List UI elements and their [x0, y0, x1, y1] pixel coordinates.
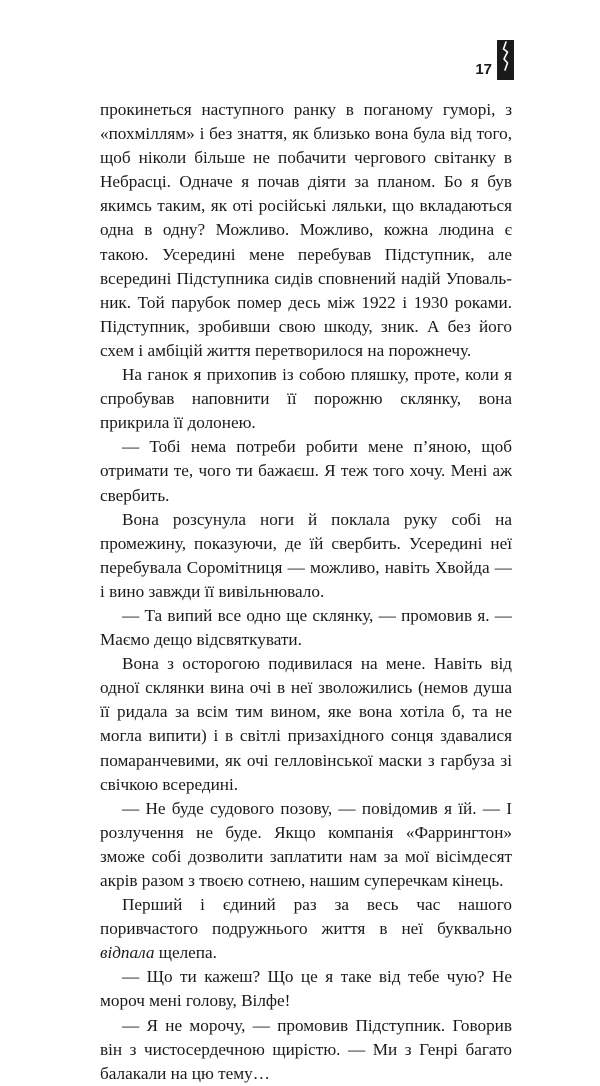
paragraph [100, 893, 512, 965]
body-text [100, 98, 512, 1086]
page-corner-tab-icon [497, 40, 514, 80]
paragraph: прокинеться наступного ранку в поганому гуморі, з «похміллям» і без знаття, як близько вона була від того, щоб ніколи більше не побачити чергового світанку в Небрасці. Одначе я почав діяти за планом. Бо я був якимсь таким, як оті російські ляльки, що вкладаються одна в одну? Можливо. Можливо, кожна людина є такою. Усередині мене перебував Підступник, але всередині Підступника сидів сповнений надій Уповальник. Той парубок помер десь між 1922 і 1930 роками. Підступник, зробивши свою шкоду, зник. А без його схем і амбіцій життя перетворилося на порожнечу. [100, 100, 512, 360]
paragraph: — Я не морочу, — промовив Підступник. Говорив він з чистосердечною щирістю. — Ми з Генрі багато балакали на цю тему… [100, 1015, 512, 1083]
paragraph: — Тобі нема потреби робити мене п’яною, щоб отримати те, чого ти бажаєш. Я теж того хочу. Мені аж свербить. [100, 437, 512, 505]
paragraph: — Що ти кажеш? Що це я таке від тебе чую? Не мороч мені голову, Вілфе! [100, 967, 512, 1011]
paragraph: На ганок я прихопив із собою пляшку, проте, коли я спробував наповнити її порожню склянку, вона прикрила її долонею. [100, 365, 512, 433]
paragraph: — Не буде судового позову, — повідомив я їй. — І розлучення не буде. Якщо компанія «Фаррингтон» зможе собі дозволити заплатити нам за мої вісімдесят акрів разом з твоєю сотнею, нашим суперечкам кінець. [100, 798, 512, 890]
paragraph-text: щелепа. [154, 943, 217, 963]
paragraph: Вона розсунула ноги й поклала руку собі на промежину, показуючи, де їй свербить. Усередині неї перебувала Соромітниця — можливо, навіть Хвойда — і вино завжди її вивільнювало. [100, 509, 512, 601]
paragraph-text: Перший і єдиний раз за весь час нашого поривчастого подружнього життя в неї буквально [100, 895, 512, 939]
paragraph: — Та випий все одно ще склянку, — промовив я. — Маємо дещо відсвяткувати. [100, 605, 512, 650]
page-number: 17 [475, 61, 492, 78]
emphasized-word: відпала [100, 943, 155, 963]
paragraph: Вона з осторогою подивилася на мене. Навіть від одної склянки вина очі в неї зволожились (немов душа її ридала за всім тим вином, яке вона хотіла б, та не могла випити) і в світлі призахідного сонця здавалися помаранчевими, як очі гелловінської маски з гарбуза зі свічкою всередині. [100, 654, 512, 794]
